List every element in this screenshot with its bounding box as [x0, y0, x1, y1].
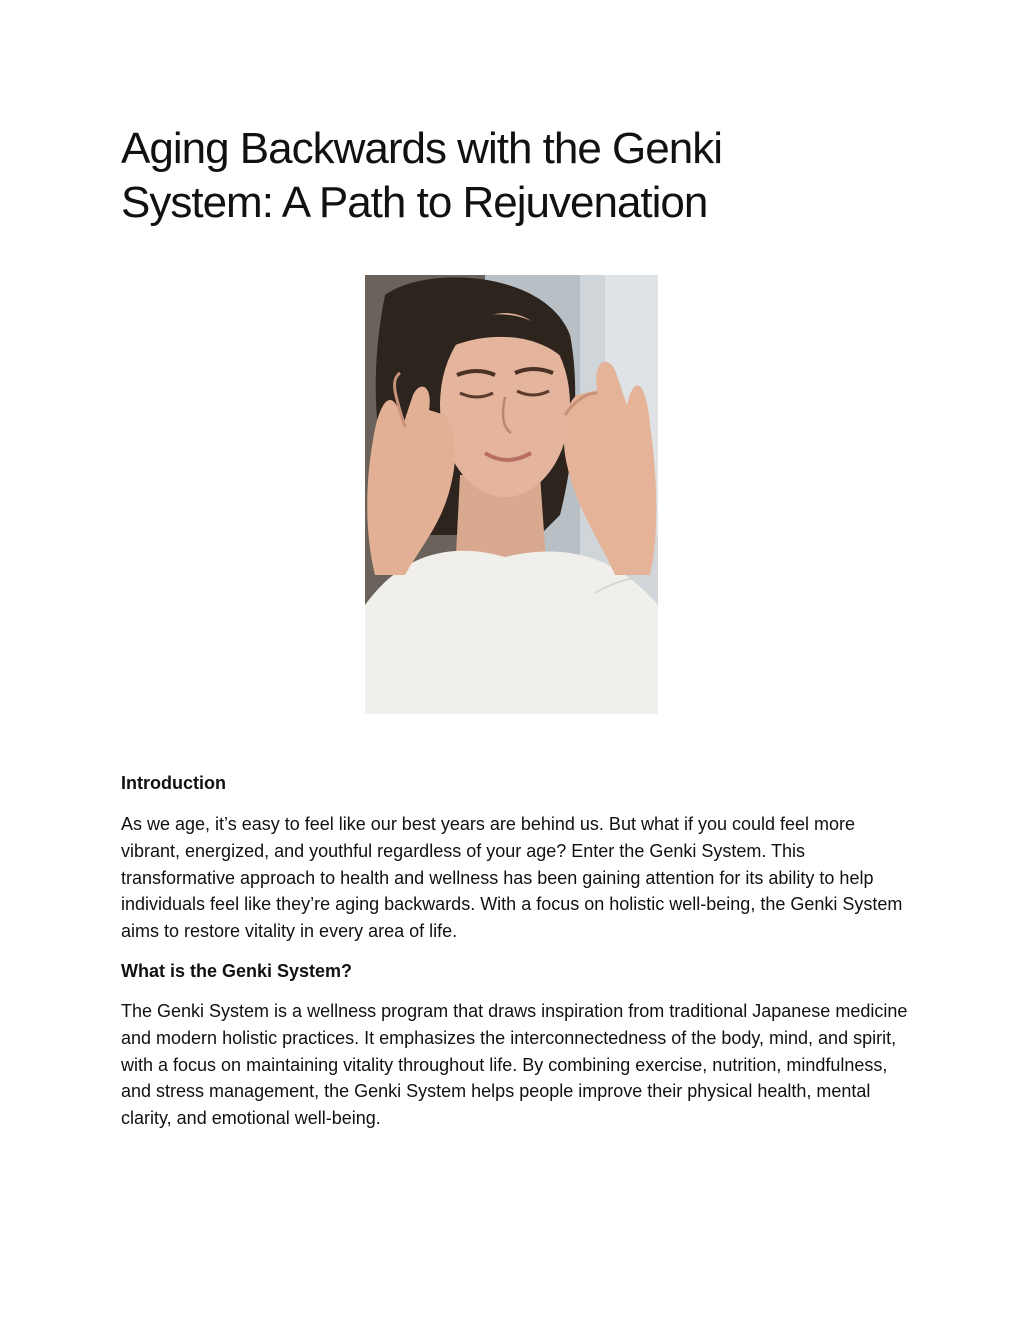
section-heading-what-is-genki: What is the Genki System? — [121, 961, 353, 981]
hero-photo — [365, 275, 658, 714]
document-title: Aging Backwards with the Genki System: A Path to Rejuvenation — [121, 124, 722, 227]
section-heading-introduction: Introduction — [121, 773, 226, 793]
section-body-introduction: As we age, it’s easy to feel like our best years are behind us. But what if you could feel more vibrant, energized, and youthful regardless of your age? Enter the Genki System. This transformative approach to health and wellness has been gaining attention for its ability to help individuals feel like they’re aging backwards. With a focus on holistic well-being, the Genki System aims to restore vitality in every area of life. — [121, 814, 903, 942]
section-body-what-is-genki: The Genki System is a wellness program that draws inspiration from traditional Japanese medicine and modern holistic practices. It emphasizes the interconnectedness of the body, mind, and spirit, with a focus on maintaining vitality throughout life. By combining exercise, nutrition, mindfulness, and stress management, the Genki System helps people improve their physical health, mental clarity, and emotional well-being. — [121, 1001, 908, 1129]
hero-photo-illustration — [365, 275, 658, 714]
